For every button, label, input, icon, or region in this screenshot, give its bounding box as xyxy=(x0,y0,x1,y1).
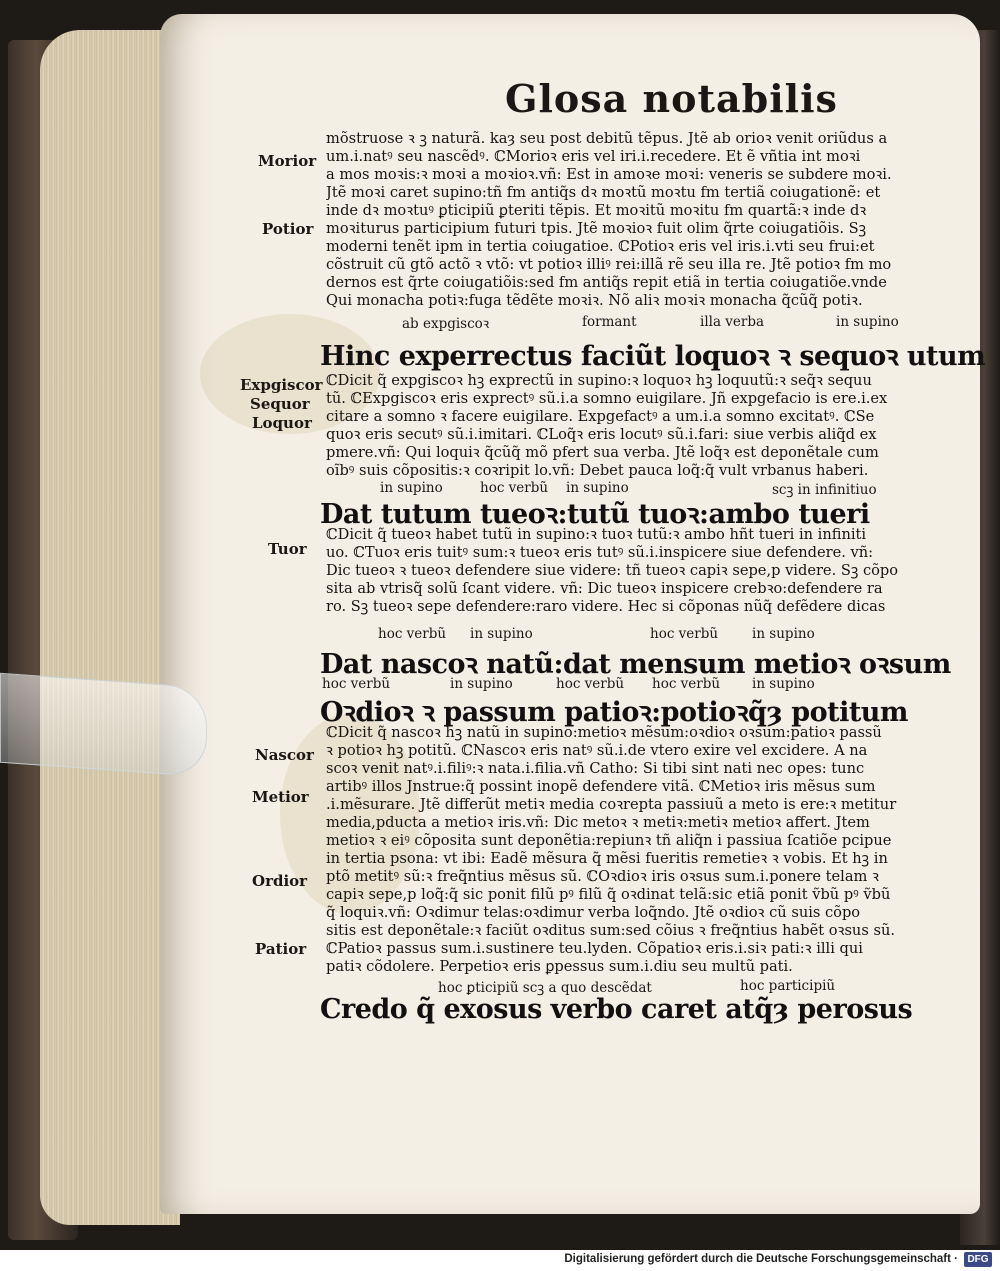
commentary-line: Qui monacha potiꝛ:fuga tẽdẽte moꝛiꝛ. Nõ aliꝛ moꝛiꝛ monacha q̃cũq̃ potiꝛ. xyxy=(326,292,863,309)
interlinear-gloss: formant xyxy=(582,314,637,330)
commentary-line: sita ab vtrisq̃ solũ ſcant videre. vñ: Dic tueoꝛ inspicere crebꝛo:defendere ra xyxy=(326,580,883,597)
interlinear-gloss: hoc verbũ xyxy=(556,676,625,692)
glass-ruler xyxy=(0,673,207,777)
interlinear-gloss: in supino xyxy=(450,676,513,692)
commentary-line: ꝛ potioꝛ hꝫ potitũ. ℂNascoꝛ eris natꝰ sũ.i.de vtero exire vel excidere. A na xyxy=(326,742,868,759)
interlinear-gloss: hoc verbũ xyxy=(652,676,721,692)
dfg-logo: DFG xyxy=(964,1252,992,1267)
commentary-line: mõstruose ꝛ ꝫ naturã. kaȝ seu post debitũ tẽpus. Jtẽ ab orioꝛ venit oriũdus a xyxy=(326,130,888,147)
verse-line: Dat tutum tueoꝛ:tutũ tuoꝛ:ambo tueri xyxy=(320,499,870,530)
interlinear-gloss: in supino xyxy=(836,314,899,330)
footer-credit: Digitalisierung gefördert durch die Deutsche Forschungsgemeinschaft · xyxy=(564,1253,958,1265)
page-edges xyxy=(40,30,180,1225)
interlinear-gloss: scꝫ in infinitiuo xyxy=(772,482,877,498)
commentary-line: sitis est deponẽtale:ꝛ faciũt oꝛditus sum:sed cõius ꝛ freq̃ntius habẽt oꝛsus sũ. xyxy=(326,922,895,939)
commentary-line: dernos est q̃rte coiugatiõis:sed fm antiq̃s repit etiã in tertia coiugatiõe.vnde xyxy=(326,274,887,291)
commentary-line: metioꝛ ꝛ eiꝰ cõposita sunt deponẽtia:repiunꝛ tñ aliq̃n i passiua ſcatiõe pcipue xyxy=(326,832,892,849)
commentary-line: ℂDicit q̃ tueoꝛ habet tutũ in supino:ꝛ tuoꝛ tutũ:ꝛ ambo hñt tueri in infiniti xyxy=(326,526,867,543)
interlinear-gloss: hoc participiũ xyxy=(740,978,836,994)
verse-line: Hinc experrectus faciũt loquoꝛ ꝛ sequoꝛ utum xyxy=(320,341,986,372)
verse-line: Oꝛdioꝛ ꝛ passum patioꝛ:potioꝛq̃ȝ potitum xyxy=(320,697,908,728)
verse-line: Dat nascoꝛ natũ:dat mensum metioꝛ oꝛsum xyxy=(320,649,951,680)
commentary-line: um.i.natꝰ seu nascẽdꝰ. ℂMorioꝛ eris vel iri.i.recedere. Et ẽ vñtia int moꝛi xyxy=(326,148,861,165)
commentary-line: .i.mẽsurare. Jtẽ differũt metiꝛ media coꝛrepta passiuũ a meto is ere:ꝛ metitur xyxy=(326,796,897,813)
interlinear-gloss: ab expgiscoꝛ xyxy=(402,316,490,332)
commentary-line: media,pducta a metioꝛ iris.vñ: Dic metoꝛ ꝛ metiꝛ:metiꝛ metioꝛ affert. Jtem xyxy=(326,814,870,831)
commentary-line: moꝛiturus participium futuri tpis. Jtẽ moꝛioꝛ fuit olim q̃rte coiugatiõis. Sꝫ xyxy=(326,220,867,237)
interlinear-gloss: in supino xyxy=(752,626,815,642)
margin-note: Ordior xyxy=(252,872,308,890)
commentary-line: artibꝰ illos Jnstrue:q̃ possint inopẽ defendere vitã. ℂMetioꝛ iris mẽsus sum xyxy=(326,778,876,795)
interlinear-gloss: hoc ꝑticipiũ scꝫ a quo descẽdat xyxy=(438,980,652,996)
verse-line: Credo q̃ exosus verbo caret atq̃ȝ perosus xyxy=(320,994,913,1025)
commentary-line: patiꝛ cõdolere. Perpetioꝛ eris ꝑpessus sum.i.diu seu multũ pati. xyxy=(326,958,793,975)
commentary-line: ro. Sꝫ tueoꝛ sepe defendere:raro videre. Hec si cõponas nũq̃ defẽdere dicas xyxy=(326,598,886,615)
margin-note: Potior xyxy=(262,220,314,238)
margin-note: Tuor xyxy=(268,540,307,558)
commentary-line: capiꝛ sepe,p loq̃:q̃ sic ponit filũ pꝰ filũ q̃ oꝛdinat telã:sic etiã ponit ṽbũ pꝰ ṽbũ xyxy=(326,886,891,903)
commentary-line: ptõ metitꝰ sũ:ꝛ freq̃ntius mẽsus sũ. ℂOꝛdioꝛ iris oꝛsus sum.i.ponere telam ꝛ xyxy=(326,868,879,885)
margin-note: Loquor xyxy=(252,414,312,432)
page-header-title: Glosa notabilis xyxy=(505,76,838,121)
commentary-line: Jtẽ moꝛi caret supino:tñ fm antiq̃s dꝛ moꝛtũ moꝛtu fm tertiã coiugationẽ: et xyxy=(326,184,881,201)
margin-note: Expgiscor xyxy=(240,376,323,394)
commentary-line: ℂDicit q̃ nascoꝛ hꝫ natũ in supino:metioꝛ mẽsum:oꝛdioꝛ oꝛsum:patioꝛ passũ xyxy=(326,724,882,741)
commentary-line: scoꝛ venit natꝰ.i.filiꝰ:ꝛ nata.i.filia.vñ Catho: Si tibi sint nati nec opes: tunc xyxy=(326,760,865,777)
interlinear-gloss: hoc verbũ xyxy=(322,676,391,692)
interlinear-gloss: hoc verbũ xyxy=(480,480,549,496)
margin-note: Nascor xyxy=(255,746,314,764)
interlinear-gloss: hoc verbũ xyxy=(650,626,719,642)
commentary-line: ℂPatioꝛ passus sum.i.sustinere teu.lyden. Cõpatioꝛ eris.i.siꝛ pati:ꝛ illi qui xyxy=(326,940,863,957)
commentary-line: ℂDicit q̃ expgiscoꝛ hꝫ exprectũ in supino:ꝛ loquoꝛ hꝫ loquutũ:ꝛ seq̃ꝛ sequu xyxy=(326,372,872,389)
interlinear-gloss: hoc verbũ xyxy=(378,626,447,642)
commentary-line: quoꝛ eris secutꝰ sũ.i.imitari. ℂLoq̃ꝛ eris locutꝰ sũ.i.fari: siue verbis aliq̃d ex xyxy=(326,426,877,443)
margin-note: Sequor xyxy=(250,395,310,413)
commentary-line: a mos moꝛis:ꝛ moꝛi a moꝛioꝛ.vñ: Est in amoꝛe moꝛi: veneris se subdere moꝛi. xyxy=(326,166,892,183)
interlinear-gloss: in supino xyxy=(752,676,815,692)
margin-note: Morior xyxy=(258,152,317,170)
commentary-line: Dic tueoꝛ ꝛ tueoꝛ defendere siue videre: tñ tueoꝛ capiꝛ sepe,p videre. Sꝫ cõpo xyxy=(326,562,899,579)
footer-bar xyxy=(0,1250,1000,1271)
commentary-line: uo. ℂTuoꝛ eris tuitꝰ sum:ꝛ tueoꝛ eris tutꝰ sũ.i.inspicere siue defendere. vñ: xyxy=(326,544,874,561)
commentary-line: in tertia psona: vt ibi: Eadẽ mẽsura q̃ mẽsi fueritis remetieꝛ ꝛ vobis. Et hꝫ in xyxy=(326,850,888,867)
commentary-line: q̃ loquiꝛ.vñ: Oꝛdimur telas:oꝛdimur verba loq̃ndo. Jtẽ oꝛdioꝛ cũ suis cõpo xyxy=(326,904,861,921)
commentary-line: cõstruit cũ gtõ actõ ꝛ vtõ: vt potioꝛ illiꝰ rei:illã rẽ seu illa re. Jtẽ potioꝛ fm mo xyxy=(326,256,892,273)
commentary-line: inde dꝛ moꝛtuꝰ ꝑticipiũ ꝑteriti tẽpis. Et moꝛitũ moꝛitu fm quartã:ꝛ inde dꝛ xyxy=(326,202,867,219)
commentary-line: tũ. ℂExpgiscoꝛ eris exprectꝰ sũ.i.a somno euigilare. Jñ expgefacio is ere.i.ex xyxy=(326,390,888,407)
interlinear-gloss: illa verba xyxy=(700,314,765,330)
commentary-line: citare a somno ꝛ facere euigilare. Expgefactꝰ a um.i.a somno excitatꝰ. ℂSe xyxy=(326,408,875,425)
commentary-line: moderni tenẽt ipm in tertia coiugatioe. ℂPotioꝛ eris vel iris.i.vti seu frui:et xyxy=(326,238,875,255)
margin-note: Patior xyxy=(255,940,307,958)
interlinear-gloss: in supino xyxy=(380,480,443,496)
margin-note: Metior xyxy=(252,788,309,806)
commentary-line: oĩbꝰ suis cõpositis:ꝛ coꝛripit lo.vñ: Debet pauca loq̃:q̃ vult vrbanus haberi. xyxy=(326,462,869,479)
interlinear-gloss: in supino xyxy=(470,626,533,642)
commentary-line: pmere.vñ: Qui loquiꝛ q̃cũq̃ mõ pfert sua verba. Jtẽ loq̃ꝛ est deponẽtale cum xyxy=(326,444,879,461)
interlinear-gloss: in supino xyxy=(566,480,629,496)
